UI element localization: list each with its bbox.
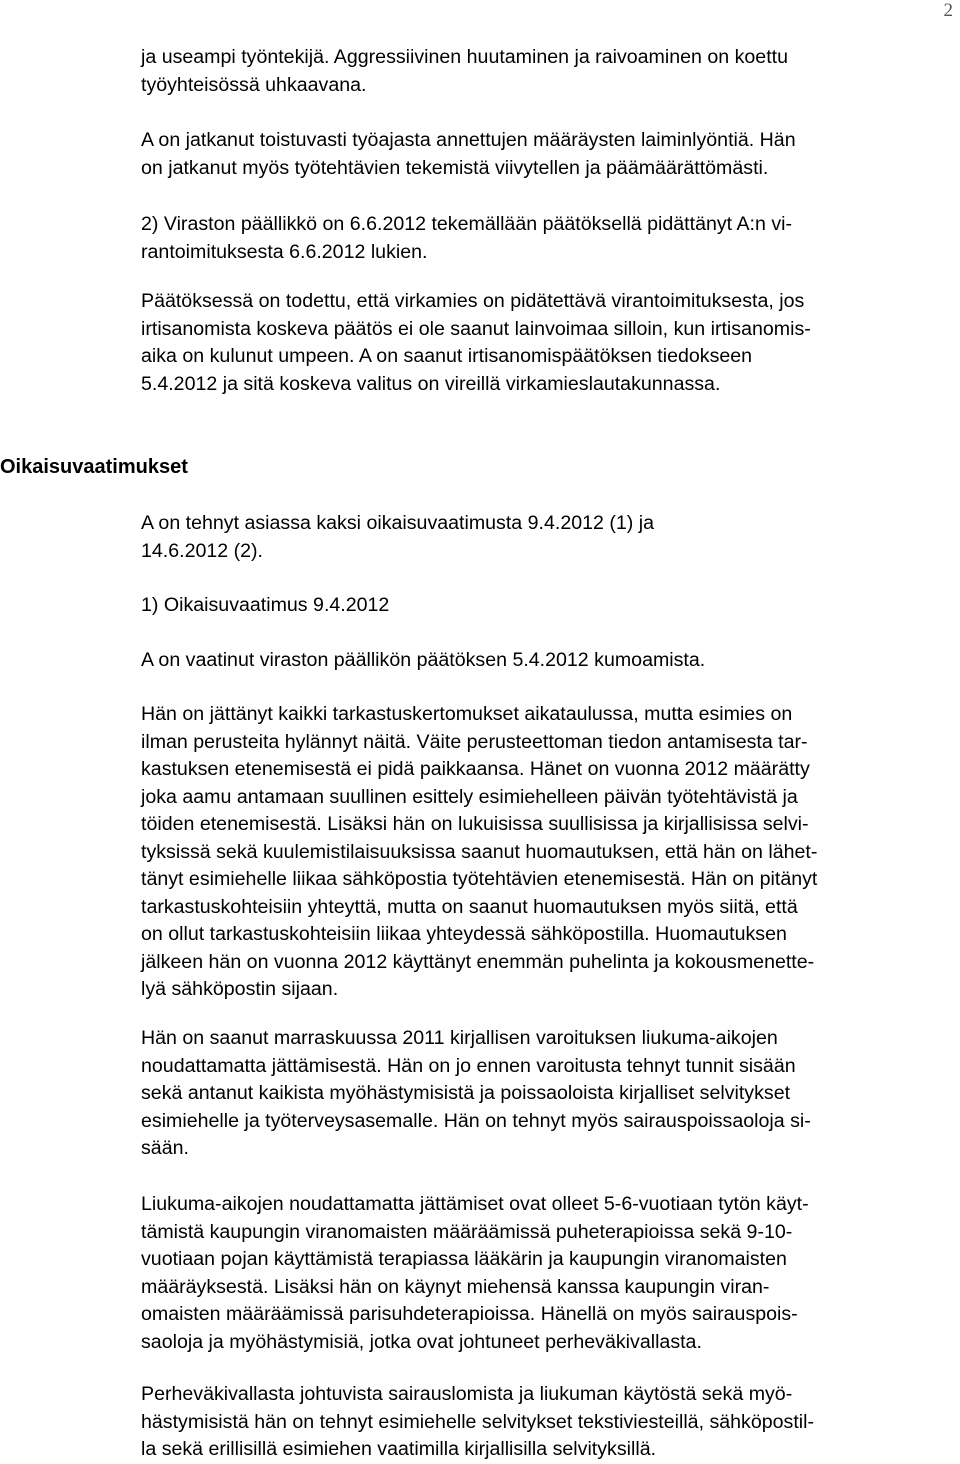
text-line: aika on kulunut umpeen. A on saanut irtisanomispäätöksen tiedokseen	[141, 345, 753, 367]
text-line: A on vaatinut viraston päällikön päätöksen 5.4.2012 kumoamista.	[141, 649, 706, 671]
text-line: noudattamatta jättämisestä. Hän on jo ennen varoitusta tehnyt tunnit sisään	[141, 1054, 796, 1077]
text-line: Hän on jättänyt kaikki tarkastuskertomukset aikataulussa, mutta esimies on	[141, 703, 793, 725]
text-line: 14.6.2012 (2).	[141, 539, 264, 562]
paragraph-domestic-violence	[141, 1381, 941, 1464]
text-line: sekä antanut kaikista myöhästymisistä ja poissaoloista kirjalliset selvitykset	[141, 1082, 791, 1104]
text-line: Hän on saanut marraskuussa 2011 kirjallisen varoituksen liukuma-aikojen	[141, 1027, 778, 1049]
text-line: omaisten määräämissä parisuhdeterapioissa. Hänellä on myös sairauspois-	[141, 1303, 798, 1325]
paragraph-appeal-1-title	[141, 592, 941, 620]
text-line: Perheväkivallasta johtuvista sairauslomista ja liukuman käytöstä sekä myö-	[141, 1383, 793, 1405]
paragraph-demand	[141, 647, 941, 675]
paragraph-reports	[141, 701, 941, 1004]
section-heading: Oikaisuvaatimukset	[0, 456, 188, 478]
paragraph-decision	[141, 288, 941, 398]
text-line: rantoimituksesta 6.6.2012 lukien.	[141, 240, 428, 263]
text-line: irtisanomista koskeva päätös ei ole saanut lainvoimaa silloin, kun irtisanomis-	[141, 317, 811, 340]
text-line: jälkeen hän on vuonna 2012 käyttänyt enemmän puhelinta ja kokousmenette-	[141, 950, 815, 973]
text-line: on jatkanut myös työtehtävien tekemistä viivytellen ja päämäärättömästi.	[141, 156, 769, 179]
text-line: saoloja ja myöhästymisiä, jotka ovat johtuneet perheväkivallasta.	[141, 1330, 702, 1353]
paragraph-aggression	[141, 44, 941, 99]
text-line: töiden etenemisestä. Lisäksi hän on lukuisissa suullisissa ja kirjallisissa selvi-	[141, 813, 809, 835]
text-line: on ollut tarkastuskohteisiin liikaa yhteydessä sähköpostilla. Huomautuksen	[141, 923, 787, 945]
text-line: ilman perusteita hylännyt näitä. Väite perusteettoman tiedon antamisesta tar-	[141, 730, 808, 753]
text-line: 1) Oikaisuvaatimus 9.4.2012	[141, 594, 390, 616]
text-line: A on tehnyt asiassa kaksi oikaisuvaatimusta 9.4.2012 (1) ja	[141, 512, 654, 534]
text-line: tämistä kaupungin viranomaisten määräämissä puheterapioissa sekä 9-10-	[141, 1220, 793, 1243]
text-line: joka aamu antamaan suullinen esittely esimiehelleen päivän työtehtävistä ja	[141, 785, 798, 808]
text-line: vuotiaan pojan käyttämistä terapiassa lääkärin ja kaupungin viranomaisten	[141, 1248, 787, 1270]
text-line: la sekä erillisillä esimiehen vaatimilla kirjallisilla selvityksillä.	[141, 1438, 657, 1460]
paragraph-suspension	[141, 211, 941, 266]
text-line: lyä sähköpostin sijaan.	[141, 978, 339, 1000]
text-line: A on jatkanut toistuvasti työajasta annettujen määräysten laiminlyöntiä. Hän	[141, 129, 796, 151]
paragraph-flextime	[141, 1191, 941, 1356]
text-line: 5.4.2012 ja sitä koskeva valitus on vireillä virkamieslautakunnassa.	[141, 372, 721, 395]
text-line: hästymisistä hän on tehnyt esimiehelle selvitykset tekstiviesteillä, sähköpostil-	[141, 1410, 815, 1433]
paragraph-appeals	[141, 510, 941, 565]
text-line: määräyksestä. Lisäksi hän on käynyt miehensä kanssa kaupungin viran-	[141, 1275, 770, 1298]
text-line: Päätöksessä on todettu, että virkamies on pidätettävä virantoimituksesta, jos	[141, 290, 805, 312]
text-line: kastuksen etenemisestä ei pidä paikkaansa. Hänet on vuonna 2012 määrätty	[141, 758, 810, 780]
text-line: työyhteisössä uhkaavana.	[141, 73, 367, 96]
text-line: 2) Viraston päällikkö on 6.6.2012 tekemällään päätöksellä pidättänyt A:n vi-	[141, 213, 792, 235]
text-line: tyksissä sekä kuulemistilaisuuksissa saanut huomautuksen, että hän on lähet-	[141, 840, 818, 863]
text-line: Liukuma-aikojen noudattamatta jättämiset ovat olleet 5-6-vuotiaan tytön käyt-	[141, 1193, 809, 1215]
text-line: tänyt esimiehelle liikaa sähköpostia työtehtävien etenemisestä. Hän on pitänyt	[141, 868, 818, 890]
paragraph-neglect	[141, 127, 941, 182]
text-line: sään.	[141, 1137, 189, 1159]
paragraph-warning	[141, 1025, 941, 1163]
page-number: 2	[943, 0, 953, 21]
text-line: ja useampi työntekijä. Aggressiivinen huutaminen ja raivoaminen on koettu	[141, 46, 788, 68]
text-line: tarkastuskohteisiin yhteyttä, mutta on saanut huomautuksen myös siitä, että	[141, 895, 798, 918]
text-line: esimiehelle ja työterveysasemalle. Hän on tehnyt myös sairauspoissaoloja si-	[141, 1109, 811, 1132]
